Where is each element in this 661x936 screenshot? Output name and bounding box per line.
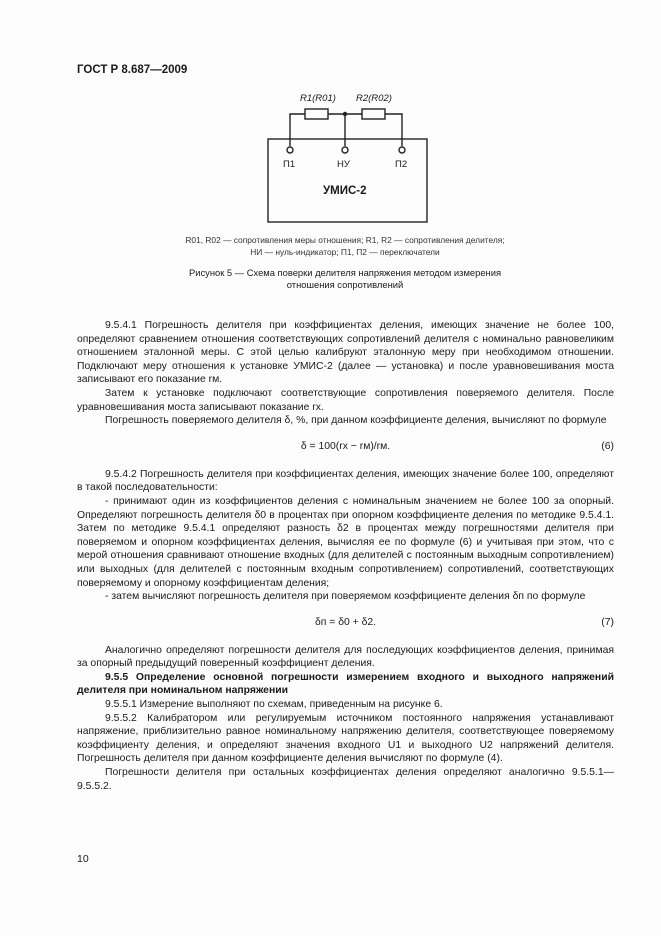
wire-right <box>385 114 402 146</box>
paragraph-connect-divider: Затем к установке подключают соответствующие сопротивления поверяемого делителя. После уравновешивания моста записывают показание rx. <box>77 387 614 413</box>
device-label: УМИС-2 <box>323 185 367 197</box>
formula-6 <box>77 436 614 458</box>
section-heading-9-5-5: 9.5.5 Определение основной погрешности измерением входного и выходного напряжений делителя при номинальном напряжении <box>77 671 614 697</box>
document-body <box>77 319 614 793</box>
terminal-nu-circle <box>342 147 348 153</box>
paragraph-remaining-coefficients: Погрешности делителя при остальных коэффициентах деления определяют аналогично 9.5.5.1—9.5.5.2. <box>77 767 614 792</box>
terminal-p1-label: П1 <box>283 159 296 170</box>
paragraph-9-5-5-1: 9.5.5.1 Измерение выполняют по схемам, приведенным на рисунке 6. <box>105 699 443 711</box>
circuit-diagram <box>0 0 661 240</box>
paragraph-compute-error: - затем вычисляют погрешность делителя при поверяемом коэффициенте деления δп по формуле <box>105 591 586 603</box>
terminal-p2-circle <box>399 147 405 153</box>
terminal-p2-label: П2 <box>395 159 408 170</box>
paragraph-error-formula-intro: Погрешность поверяемого делителя δ, %, при данном коэффициенте деления, вычисляют по формуле <box>105 415 607 427</box>
formula-6-number: (6) <box>601 440 614 452</box>
document-header: ГОСТ Р 8.687—2009 <box>77 64 188 76</box>
terminal-p1-circle <box>287 147 293 153</box>
formula-7-number: (7) <box>601 616 614 628</box>
figure-caption-line-2: отношения сопротивлений <box>286 279 404 290</box>
paragraph-9-5-4-1: 9.5.4.1 Погрешность делителя при коэффициентах деления, имеющих значение не более 100, определяют сравнением отношения соответствующих сопротивлений делителя с номинально равновеликим отношением эталонной меры. С этой целью калибруют эталонную меру при необходимом отношении. Подключают меру отношения к установке УМИС-2 (далее — установка) и после уравновешивания моста записывают его показание rм. <box>77 320 614 386</box>
paragraph-9-5-4-2: 9.5.4.2 Погрешность делителя при коэффициентах деления, имеющих значение более 100, определяют в такой последовательности: <box>77 468 614 494</box>
wire-left <box>290 114 305 146</box>
figure-legend-line-1: R01, R02 — сопротивления меры отношения; R1, R2 — сопротивления делителя; <box>185 235 505 245</box>
figure-caption-line-1: Рисунок 5 — Схема поверки делителя напряжения методом измерения <box>188 267 502 278</box>
paragraph-9-5-5-2: 9.5.5.2 Калибратором или регулируемым источником постоянного напряжения устанавливают напряжение, приблизительно равное номинальному напряжению делителя, соответствующее поверяемому коэффициенту деления, и определяют значения входного U1 и выходного U2 напряжений делителя. Погрешность делителя при данном коэффициенте деления вычисляют по формуле (4). <box>77 712 614 765</box>
formula-7-expression: δп = δ0 + δ2. <box>314 616 377 628</box>
r1-label: R1(R01) <box>300 93 336 104</box>
paragraph-reference-coefficient: - принимают один из коэффициентов деления с номинальным значением не более 100 за опорный. Определяют погрешность делителя δ0 в процентах при опорном коэффициенте деления по методике 9.5.4.1. Затем по методике 9.5.4.1 определяют разность δ2 в процентах между погрешностями делителя при поверяемом и опорном коэффициентах деления, вычисляя ее по формуле (6) и учитывая при этом, что с мерой отношения сравнивают отношение входных (для делителей с постоянным выходным сопротивлением) или выходных (для делителей с постоянным входным сопротивлением) сопротивлений, соответствующих поверяемому и опорному коэффициентам деления; <box>77 495 614 589</box>
page-number: 10 <box>77 853 89 865</box>
resistor-r1 <box>305 109 328 119</box>
formula-6-expression: δ = 100(rx − rм)/rм. <box>300 440 391 452</box>
terminal-nu-label: НУ <box>337 159 350 170</box>
formula-7 <box>77 612 614 634</box>
figure-legend-line-2: НИ — нуль-индикатор; П1, П2 — переключатели <box>250 247 440 257</box>
resistor-r2 <box>362 109 385 119</box>
paragraph-similar-coefficients: Аналогично определяют погрешности делителя для последующих коэффициентов деления, принимая за опорный предыдущий поверенный коэффициент деления. <box>77 644 614 670</box>
junction-dot <box>343 112 347 116</box>
r2-label: R2(R02) <box>356 93 392 104</box>
